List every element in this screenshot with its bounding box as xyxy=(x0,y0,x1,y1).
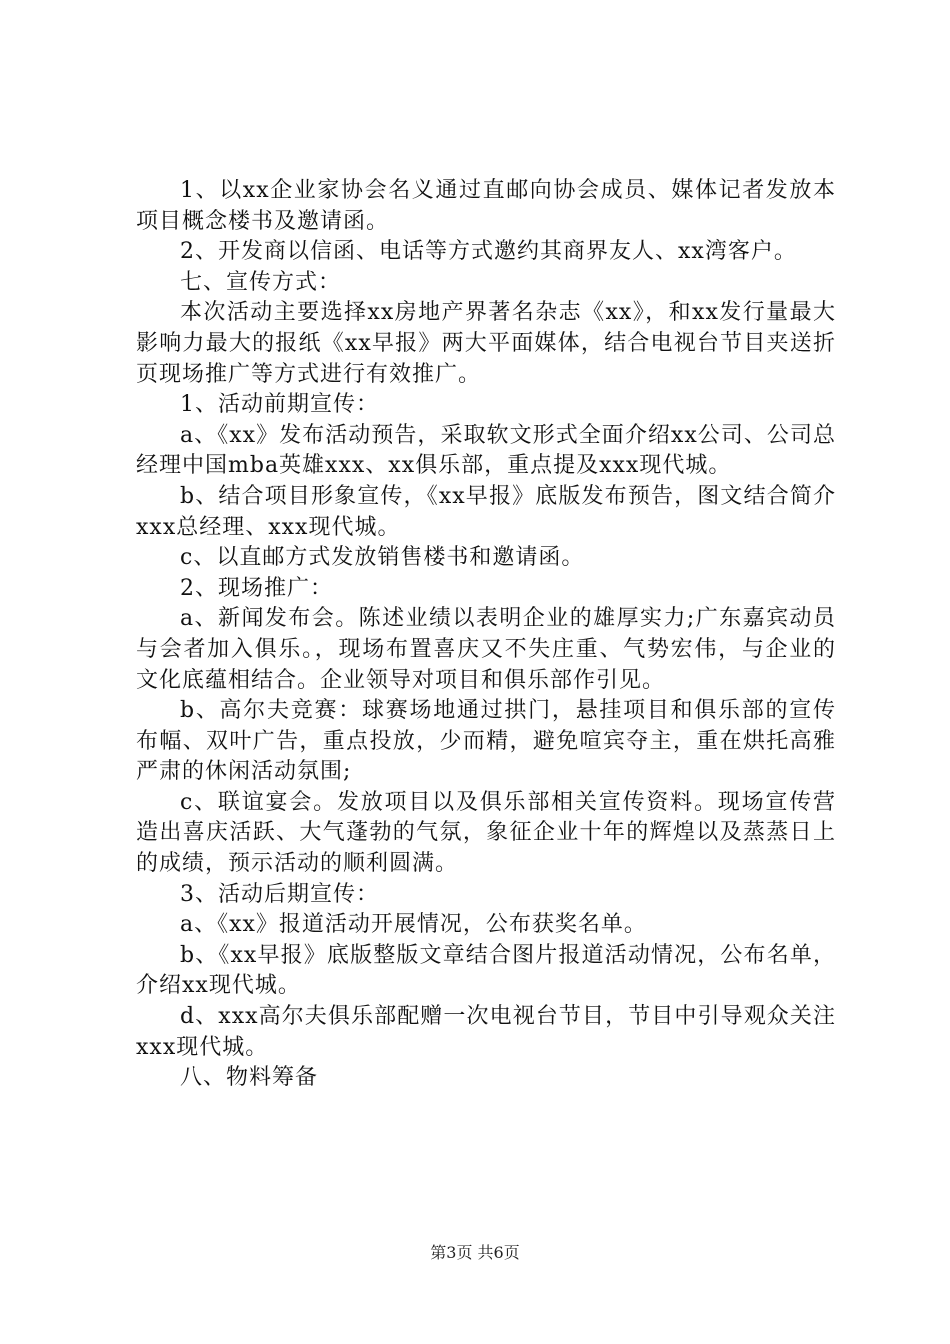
page-number: 第3页 共6页 xyxy=(430,1243,520,1262)
subheading-post-event: 3、活动后期宣传： xyxy=(180,881,379,907)
paragraph-post-a: a、《xx》报道活动开展情况，公布获奖名单。 xyxy=(180,912,647,938)
paragraph-direct-mail: 1、以xx企业家协会名义通过直邮向协会成员、媒体记者发放本项目概念楼书及邀请函。 xyxy=(136,178,836,234)
document-body xyxy=(136,176,836,1094)
paragraph-post-b: b、《xx早报》底版整版文章结合图片报道活动情况，公布名单，介绍xx现代城。 xyxy=(136,942,836,999)
paragraph-site-c: c、联谊宴会。发放项目以及俱乐部相关宣传资料。现场宣传营造出喜庆活跃、大气蓬勃的气氛，象征企业十年的辉煌以及蒸蒸日上的成绩，预示活动的顺利圆满。 xyxy=(136,789,836,877)
section-heading-promotion: 七、宣传方式： xyxy=(180,269,342,295)
paragraph-site-b: b、高尔夫竞赛：球赛场地通过拱门，悬挂项目和俱乐部的宣传布幅、双叶广告，重点投放，少而精，避免喧宾夺主，重在烘托高雅严肃的休闲活动氛围; xyxy=(136,698,836,785)
paragraph-post-d: d、xxx高尔夫俱乐部配赠一次电视台节目，节目中引导观众关注xxx现代城。 xyxy=(136,1004,836,1060)
page-footer xyxy=(0,1243,950,1263)
paragraph-pre-c: c、以直邮方式发放销售楼书和邀请函。 xyxy=(180,545,585,571)
section-heading-materials: 八、物料筹备 xyxy=(180,1065,319,1091)
paragraph-media-choice: 本次活动主要选择xx房地产界著名杂志《xx》，和xx发行量最大影响力最大的报纸《xx早报》两大平面媒体，结合电视台节目夹送折页现场推广等方式进行有效推广。 xyxy=(136,300,836,387)
paragraph-pre-a: a、《xx》发布活动预告，采取软文形式全面介绍xx公司、公司总经理中国mba英雄xxx、xx俱乐部，重点提及xxx现代城。 xyxy=(136,422,836,479)
subheading-pre-event: 1、活动前期宣传： xyxy=(180,392,379,418)
paragraph-site-a: a、新闻发布会。陈述业绩以表明企业的雄厚实力;广东嘉宾动员与会者加入俱乐。，现场布置喜庆又不失庄重、气势宏伟，与企业的文化底蕴相结合。企业领导对项目和俱乐部作引见。 xyxy=(136,606,836,693)
subheading-on-site: 2、现场推广： xyxy=(180,575,333,601)
paragraph-developer-invite: 2、开发商以信函、电话等方式邀约其商界友人、xx湾客户。 xyxy=(180,239,797,265)
paragraph-pre-b: b、结合项目形象宣传，《xx早报》底版发布预告，图文结合简介xxx总经理、xxx现代城。 xyxy=(136,483,836,540)
